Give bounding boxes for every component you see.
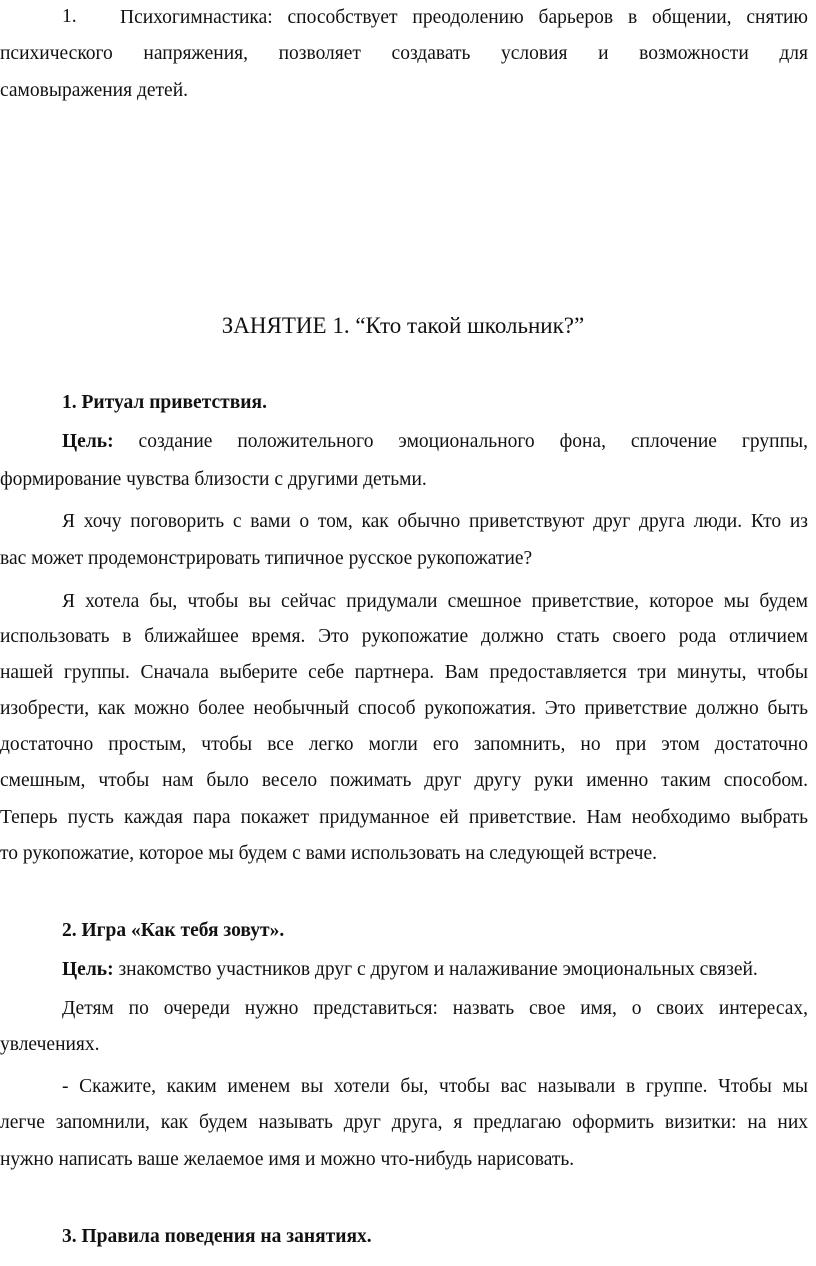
section-2-p2-line-3: нужно написать ваше желаемое имя и можно что-нибудь нарисовать. [0, 1149, 575, 1170]
section-1-p2-line-2: использовать в ближайшее время. Это рукопожатие должно стать своего рода отличием [0, 626, 808, 647]
goal-text: знакомство участников друг с другом и налаживание эмоциональных связей. [118, 959, 758, 980]
section-3-heading: 3. Правила поведения на занятиях. [62, 1226, 372, 1247]
lesson-title: ЗАНЯТИЕ 1. “Кто такой школьник?” [221, 313, 585, 338]
section-2-p1-line-2: увлечениях. [0, 1034, 100, 1055]
section-2-heading: 2. Игра «Как тебя зовут». [62, 920, 285, 941]
section-1-p2-line-4: изобрести, как можно более необычный способ рукопожатия. Это приветствие должно быть [0, 698, 808, 719]
section-1-p2-line-1: Я хотела бы, чтобы вы сейчас придумали смешное приветствие, которое мы будем [62, 591, 808, 612]
section-1-goal-line-1 [62, 432, 808, 452]
section-1-p2-line-7: Теперь пусть каждая пара покажет придуманное ей приветствие. Нам необходимо выбрать [0, 807, 808, 828]
section-1-p1-line-2: вас может продемонстрировать типичное русское рукопожатие? [0, 548, 533, 569]
section-1-p2-line-5: достаточно простым, чтобы все легко могли его запомнить, но при этом достаточно [0, 734, 808, 755]
section-2-p1-line-1: Детям по очереди нужно представиться: назвать свое имя, о своих интересах, [62, 998, 808, 1019]
goal-label: Цель: [62, 431, 114, 452]
intro-line-2: психического напряжения, позволяет создавать условия и возможности для [0, 43, 808, 64]
section-1-heading: 1. Ритуал приветствия. [62, 392, 267, 413]
intro-line-3: самовыражения детей. [0, 80, 189, 101]
intro-list-number: 1. [62, 6, 77, 27]
intro-line-1: Психогимнастика: способствует преодолению барьеров в общении, снятию [120, 7, 808, 28]
section-1-p1-line-1: Я хочу поговорить с вами о том, как обычно приветствуют друг друга люди. Кто из [62, 511, 808, 532]
section-1-p2-line-6: смешным, чтобы нам было весело пожимать друг другу руки именно таким способом. [0, 770, 808, 791]
section-1-goal-line-2: формирование чувства близости с другими детьми. [0, 469, 427, 490]
section-2-p2-line-1: - Скажите, каким именем вы хотели бы, чтобы вас называли в группе. Чтобы мы [62, 1076, 808, 1097]
section-2-goal [62, 960, 758, 980]
section-2-p2-line-2: легче запомнили, как будем называть друг друга, я предлагаю оформить визитки: на них [0, 1112, 808, 1133]
goal-label: Цель: [62, 959, 114, 980]
section-1-p2-line-3: нашей группы. Сначала выберите себе партнера. Вам предоставляется три минуты, чтобы [0, 662, 808, 683]
goal-text: создание положительного эмоционального фона, сплочение группы, [138, 431, 809, 452]
section-1-p2-line-8: то рукопожатие, которое мы будем с вами использовать на следующей встрече. [0, 843, 658, 864]
